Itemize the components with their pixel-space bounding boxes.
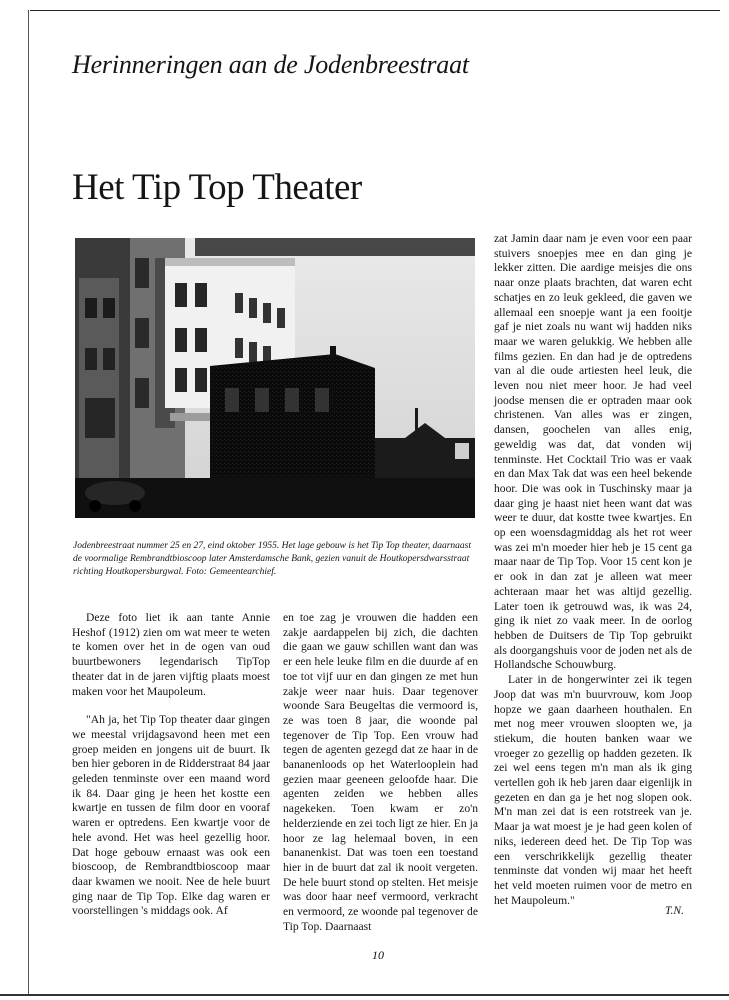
- page-number: 10: [372, 948, 384, 962]
- street-photo: [75, 238, 475, 518]
- top-rule: [30, 10, 720, 11]
- author-signature: T.N.: [665, 905, 684, 917]
- photo-caption: Jodenbreestraat nummer 25 en 27, eind oktober 1955. Het lage gebouw is het Tip Top theater, daarnaast de voormalige Rembrandtbioscoop later Amsterdamsche Bank, gezien vanuit de Houtkopersdwarsstraat richting Houtkopersburgwal. Foto: Gemeentearchief.: [73, 541, 472, 577]
- article-column-1: [72, 611, 270, 933]
- article-paragraph: en toe zag je vrouwen die hadden een zakje aardappelen bij zich, die dachten die gaan we gauw schillen want dan was er een hele leuke film en die duurde af en toe tot vijf uur en dan gingen ze met hun zakje weer naar huis. Daar tegenover woonde Sara Beugeltas die vermoord is, ze was toen 8 jaar, die woonde pal tegenover de Tip Top. Een vrouw had tegen de agenten gezegd dat ze haar in de bananenloods op het Waterlooplein had gezien maar geeneen geloofde haar. Die agenten zeiden we hebben alles nagekeken. Toen kwam er zo'n helderziende en zei toch ligt ze hier. En ja hoor ze lag helemaal boven, in een bananenkist. Dat was toen een toestand hier in de buurt dat zal ik nooit vergeten. De hele buurt stond op stelten. Het meisje was door haar neef vermoord, verkracht en vermoord, ze woonde pal tegenover de Tip Top. Daarnaast: [283, 611, 478, 933]
- article-paragraph: zat Jamin daar nam je even voor een paar stuivers snoepjes mee en dan ging je lekker zitten. Die aardige meisjes die ons naar onze plaats brachten, dat waren echt schatjes en zo leuk gekleed, die gaven we allemaal een snoepje want ja een fooitje gaf je niet zoals nu want wij hadden niks maar we waren gelukkig. We hebben alle films gezien. En dan had je de optredens van al die oude artiesten heel leuk, die leven nou niet meer hoor. Je had veel joodse mensen die er optraden maar ook christenen. Van alles was er zingen, dansen, goochelen van alles enig, geweldig was dat, dat vonden wij tenminste. Het Cocktail Trio was er vaak en dan Max Tak dat was een heel bekende hoor. Die was ook in Tuschinsky maar ja daar ging je haast niet heen want dat was weer te duur, dat kostte twee kwartjes. En op een woensdagmiddag als het rot weer was zei m'n moeder hier heb je 15 cent ga maar naar de Tip Top. Voor 15 cent kon je er ook in dan zat je alleen wat meer achteraan maar het was altijd gezellig. Later toen ik getrouwd was, ik was 24, ging ik niet zo vaak meer. In de oorlog hebben de Duitsers de Tip Top gebruikt als doorgangshuis voor de joden net als de Hollandsche Schouwburg.: [494, 232, 692, 672]
- left-margin-rule: [28, 10, 29, 995]
- article-column-3: [494, 232, 692, 908]
- article-paragraph: Deze foto liet ik aan tante Annie Heshof (1912) zien om wat meer te weten te komen over het in de ogen van oud buurtbewoners legendarisch TipTop theater dat in de jaren vijftig plaats moest maken voor het Maupoleum.: [72, 611, 270, 698]
- page-title: Het Tip Top Theater: [72, 167, 362, 208]
- article-paragraph: Later in de hongerwinter zei ik tegen Joop dat was m'n buurvrouw, kom Joop hopze we gaan daarheen houthalen. En met nog meer vrouwen sloopten we, ja stiekum, die houten banken waar we vroeger zo gezellig op hadden gezeten. Ik zei wel eens tegen m'n man als ik ging vertellen goh ik heb jaren daar eigenlijk in gezeten en dan ga je het nog slopen ook. M'n man zei dat is een rotstreek van je. Maar ja wat moest je je had geen kolen of niks, iedereen deed het. De Tip Top was een verschrikkelijk gezellig theater tenminste dat vonden wij maar het heeft het veld moeten ruimen voor de metro en het Maupoleum.": [494, 673, 692, 907]
- article-paragraph: "Ah ja, het Tip Top theater daar gingen we meestal vrijdagsavond heen met een groep meiden en jongens uit de buurt. Ik ben hier geboren in de Ridderstraat 84 jaar geleden tenminste over een maand word ik 84. Daar ging je heen het kostte een kwartje en tussen de film door en vooraf waren er optredens. Een kwartje voor de hele avond. Het was heel gezellig hoor. Dat hoge gebouw ernaast was ook een bioscoop, de Rembrandtbioscoop maar daar kwamen we nooit. Nee de hele buurt ging naar de Tip Top. Elke dag waren er voorstellingen 's middags ook. Af: [72, 713, 270, 918]
- bottom-rule: [0, 994, 729, 996]
- article-column-2: [283, 611, 478, 948]
- series-title: Herinneringen aan de Jodenbreestraat: [72, 50, 469, 79]
